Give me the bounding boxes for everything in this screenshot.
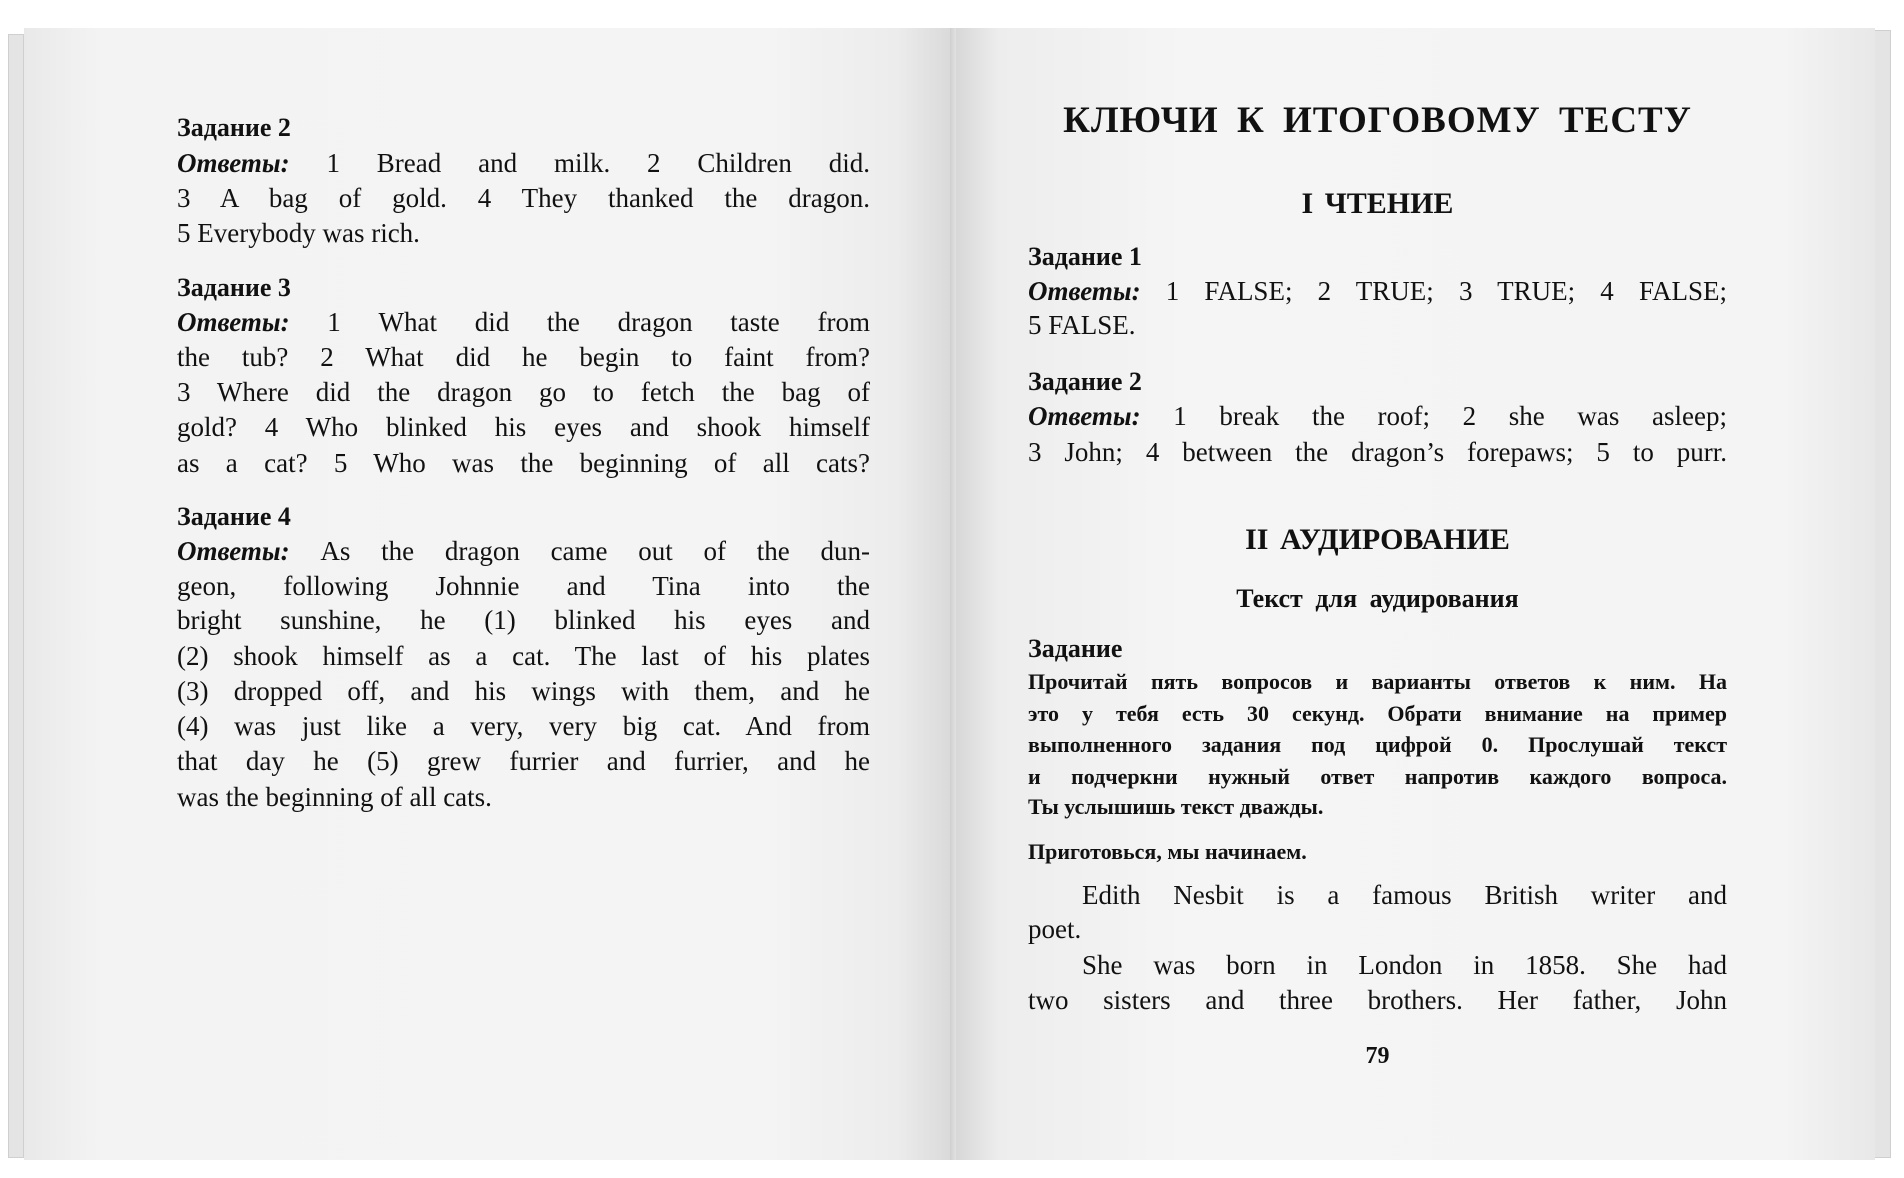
page-stack-right-edge xyxy=(1873,30,1891,1158)
answers-label: Ответы: xyxy=(1028,276,1141,306)
task1-heading: Задание 1 xyxy=(1028,242,1142,271)
answer-text: 1 What did the dragon taste from xyxy=(289,307,870,337)
section-reading-heading: I ЧТЕНИЕ xyxy=(1301,187,1454,220)
task4-heading: Задание 4 xyxy=(177,502,291,531)
task2-heading: Задание 2 xyxy=(177,113,291,142)
answer-line: 5 Everybody was rich. xyxy=(177,218,420,248)
answer-line: 3 John; 4 between the dragon’s forepaws; 5 to purr. xyxy=(1028,437,1727,467)
answer-line: 3 A bag of gold. 4 They thanked the dragon. xyxy=(177,183,870,213)
listening-text-subheading: Текст для аудирования xyxy=(1236,584,1519,613)
page-stack-left-edge xyxy=(8,34,24,1158)
answer-line: (3) dropped off, and his wings with them, and he xyxy=(177,676,870,706)
task2-heading: Задание 2 xyxy=(1028,367,1142,396)
answer-line: bright sunshine, he (1) blinked his eyes and xyxy=(177,605,870,635)
instruction-line: Ты услышишь текст дважды. xyxy=(1028,794,1324,819)
answer-line: as a cat? 5 Who was the beginning of all cats? xyxy=(177,448,870,478)
answers-label: Ответы: xyxy=(177,307,290,337)
answer-line: geon, following Johnnie and Tina into the xyxy=(177,571,870,601)
answer-line: (4) was just like a very, very big cat. And from xyxy=(177,711,870,741)
text-line: poet. xyxy=(1028,914,1082,944)
answer-line xyxy=(177,146,870,181)
section-listening-heading: II АУДИРОВАНИЕ xyxy=(1245,523,1510,556)
answer-line xyxy=(1028,274,1727,309)
task-heading: Задание xyxy=(1028,634,1123,663)
instruction-line: выполненного задания под цифрой 0. Прослушай текст xyxy=(1028,732,1727,757)
answer-line xyxy=(1028,399,1727,434)
instruction-line: Прочитай пять вопросов и варианты ответов к ним. На xyxy=(1028,669,1727,694)
instruction-line: и подчеркни нужный ответ напротив каждого вопроса. xyxy=(1028,764,1727,789)
book-spine xyxy=(950,28,956,1160)
text-line: Edith Nesbit is a famous British writer and xyxy=(1082,880,1727,910)
page-title: КЛЮЧИ К ИТОГОВОМУ ТЕСТУ xyxy=(1063,100,1692,141)
answer-text: 1 Bread and milk. 2 Children did. xyxy=(289,148,870,178)
answer-text: 1 FALSE; 2 TRUE; 3 TRUE; 4 FALSE; xyxy=(1140,276,1727,306)
page-number: 79 xyxy=(1365,1043,1390,1069)
answer-text: 1 break the roof; 2 she was asleep; xyxy=(1140,401,1727,431)
answers-label: Ответы: xyxy=(177,148,290,178)
answer-line xyxy=(177,305,870,340)
answer-line: 3 Where did the dragon go to fetch the bag of xyxy=(177,377,870,407)
task3-heading: Задание 3 xyxy=(177,273,291,302)
answers-label: Ответы: xyxy=(177,536,290,566)
answer-line: the tub? 2 What did he begin to faint from? xyxy=(177,342,870,372)
instruction-line: это у тебя есть 30 секунд. Обрати внимание на пример xyxy=(1028,701,1727,726)
answer-line: was the beginning of all cats. xyxy=(177,782,492,812)
answer-line: 5 FALSE. xyxy=(1028,310,1136,340)
answer-line: that day he (5) grew furrier and furrier, and he xyxy=(177,746,870,776)
answer-line: (2) shook himself as a cat. The last of his plates xyxy=(177,641,870,671)
text-line: two sisters and three brothers. Her father, John xyxy=(1028,985,1727,1015)
answers-label: Ответы: xyxy=(1028,401,1141,431)
answer-line xyxy=(177,534,870,569)
text-line: She was born in London in 1858. She had xyxy=(1082,950,1727,980)
ready-line: Приготовься, мы начинаем. xyxy=(1028,839,1307,864)
answer-text: As the dragon came out of the dun- xyxy=(289,536,870,566)
answer-line: gold? 4 Who blinked his eyes and shook himself xyxy=(177,412,870,442)
